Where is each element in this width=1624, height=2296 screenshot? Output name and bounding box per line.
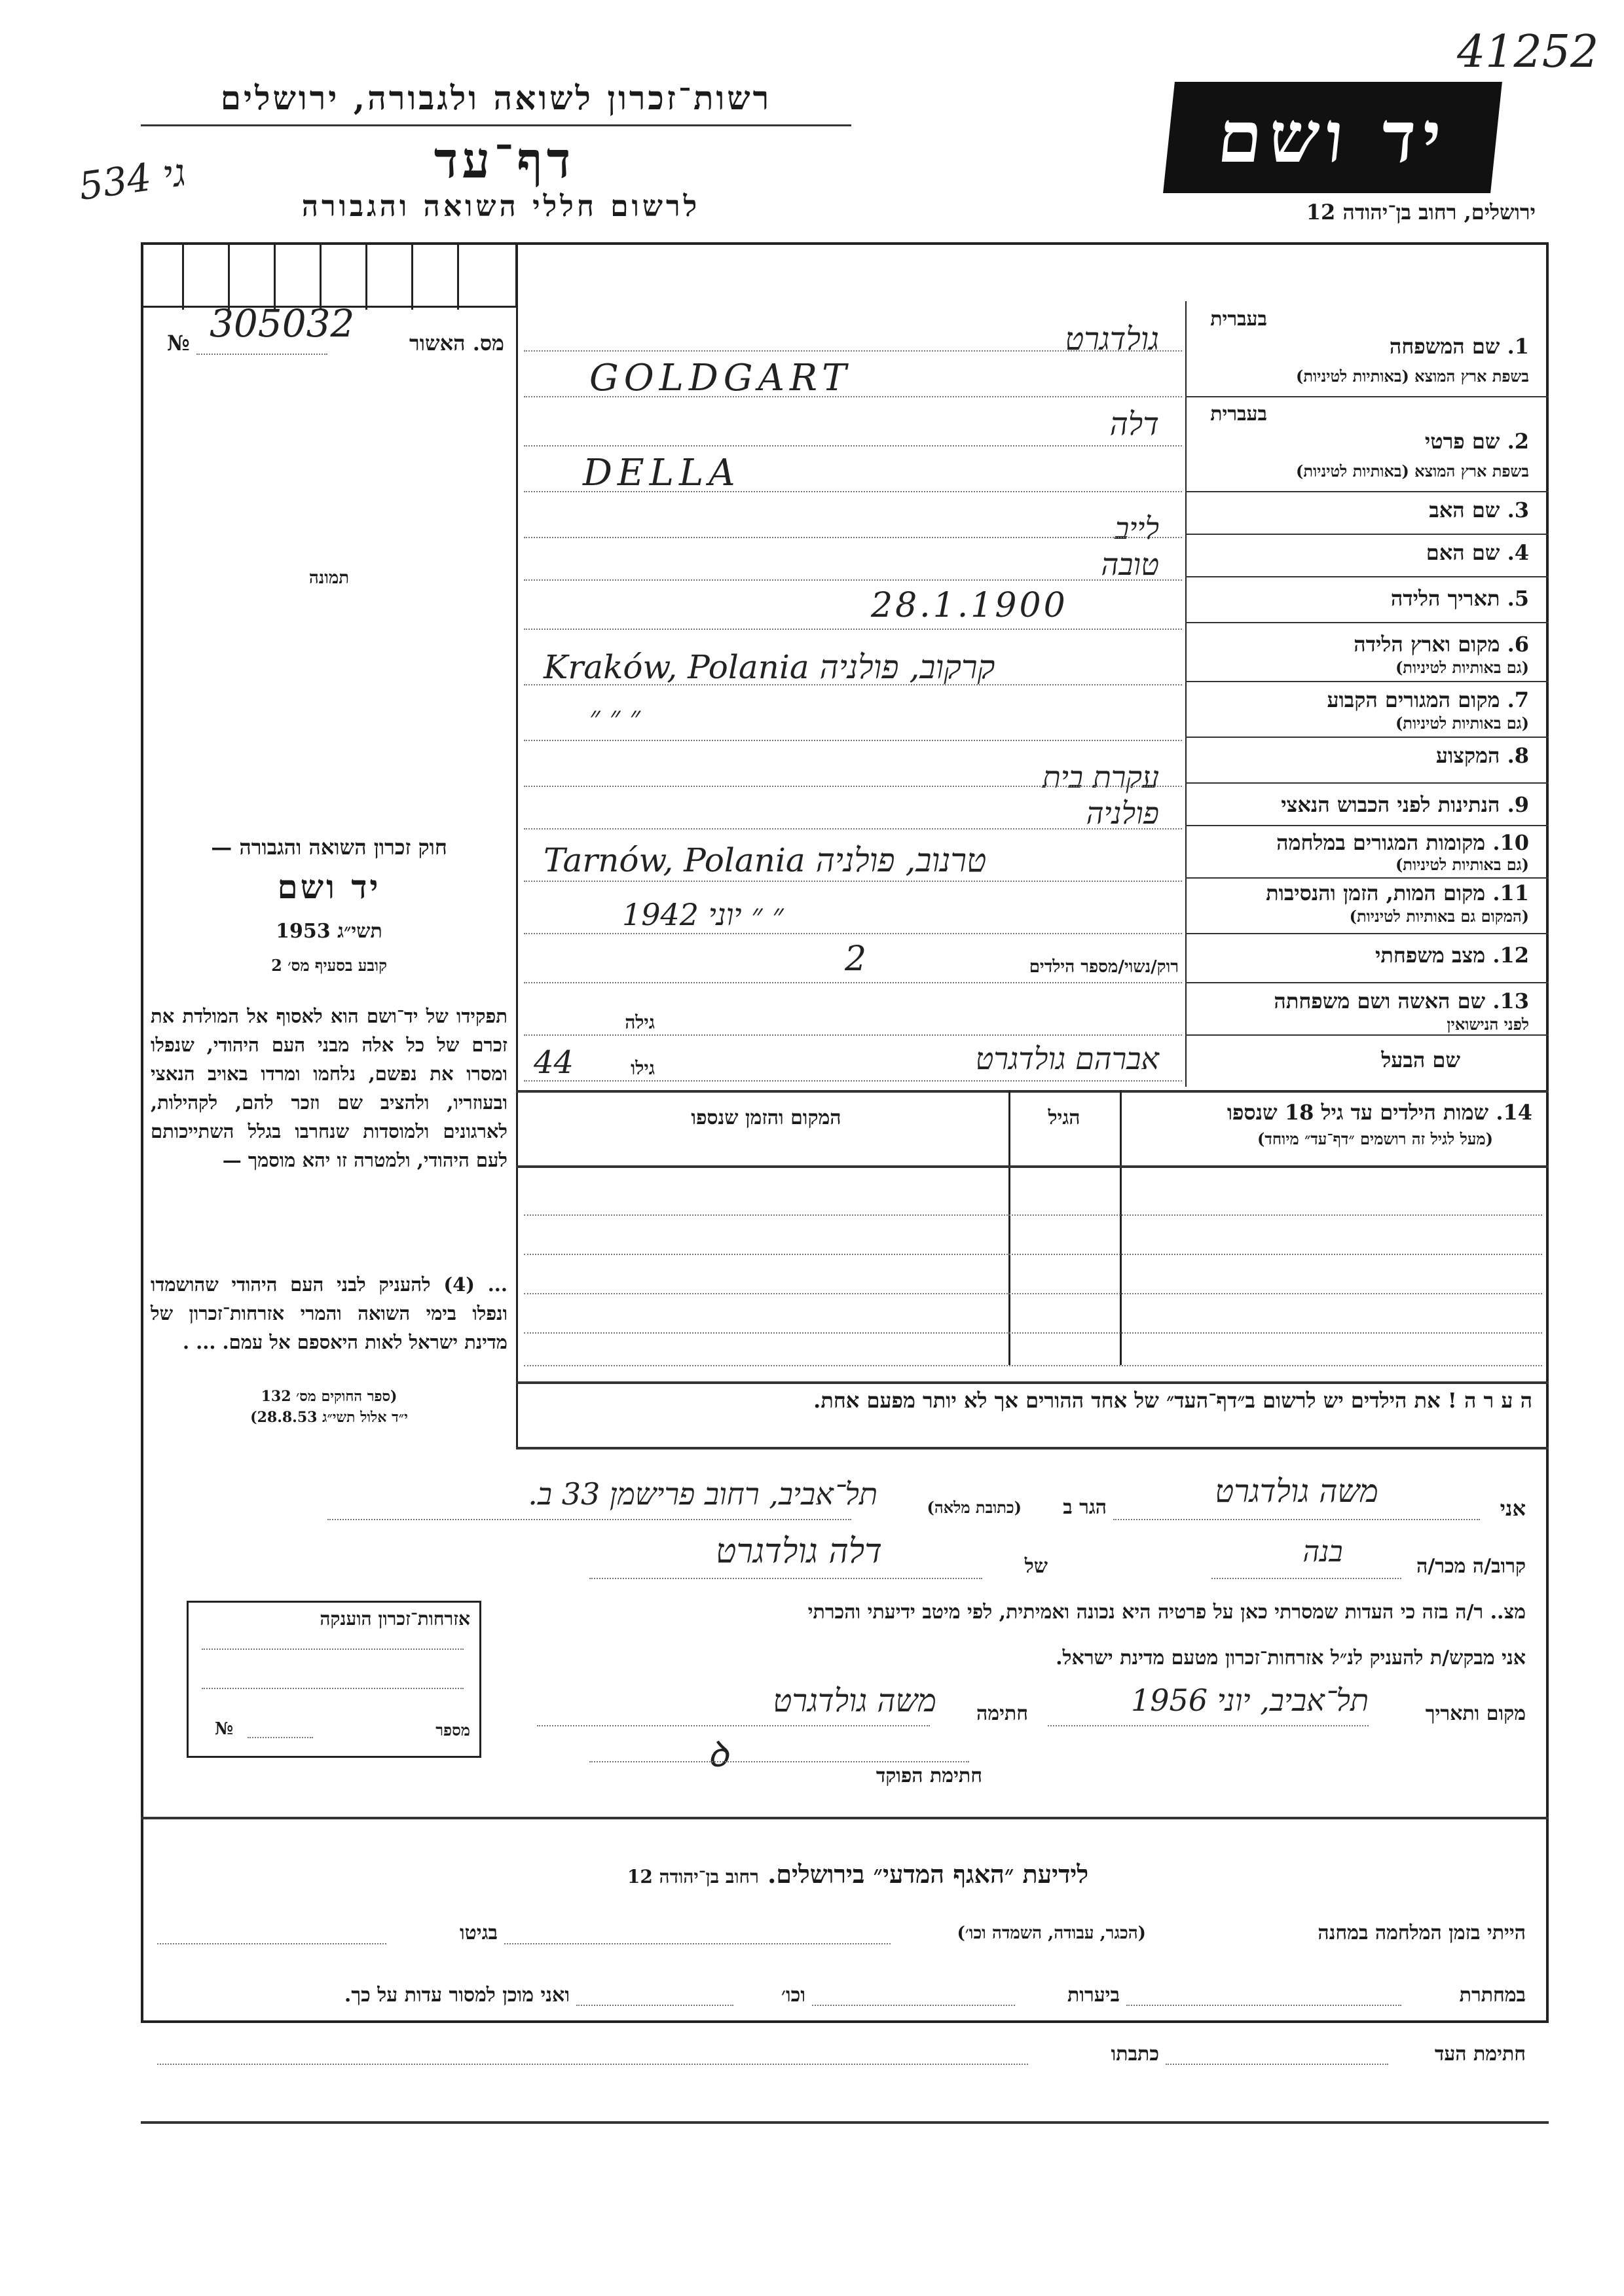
citizenship-box xyxy=(187,1601,481,1758)
law-clause: קובע בסעיף מס׳ 2 xyxy=(271,956,387,975)
field-3-value: לייב xyxy=(1115,511,1159,546)
research-line1-hint: (הכגר, עבודה, השמדה וכו׳) xyxy=(957,1923,1146,1943)
children-sub: (מעל לגיל זה רושמים ״דף־עד״ מיוחד) xyxy=(1257,1129,1493,1148)
place-date-label: מקום ותאריך xyxy=(1425,1702,1526,1725)
field-8-label: 8. המקצוע xyxy=(1435,743,1529,768)
field-1-hebrew-value: גולדגרט xyxy=(1065,321,1159,357)
declaration-statement: מצ.. ר/ה בזה כי העדות שמסרתי כאן על פרטיה היא נכונה ואמיתית, לפי מיטב ידיעתי והכרתי xyxy=(807,1601,1526,1624)
research-line2-c: וכו׳ xyxy=(781,1984,805,2007)
research-line3-b: כתבתו xyxy=(1111,2043,1159,2066)
authority-line: רשות־זכרון לשואה ולגבורה, ירושלים xyxy=(220,79,772,117)
research-title: לידיעת ״האגף המדעי״ בירושלים. רחוב בן־יהודה 12 xyxy=(627,1859,1089,1889)
address: ירושלים, רחוב בן־יהודה 12 xyxy=(1306,200,1536,225)
label-column-divider xyxy=(1185,301,1187,1087)
field-6-label: 6. מקום וארץ הלידה xyxy=(1354,632,1529,657)
field-4-value: טובה xyxy=(1101,547,1159,582)
field-2-label: 2. שם פרטי xyxy=(1424,429,1529,454)
table-row xyxy=(524,1214,1542,1216)
card-punch-grid xyxy=(141,242,517,308)
research-line2-a: במחתרת xyxy=(1459,1984,1526,2007)
header-rule xyxy=(141,124,851,126)
table-row xyxy=(524,1365,1542,1366)
officer-label: חתימת הפוקד xyxy=(876,1764,982,1787)
signature: משה גולדגרט xyxy=(773,1683,936,1719)
field-8-value: עקרת בית xyxy=(1042,759,1159,795)
place-date: תל־אביב, יוני 1956 xyxy=(1131,1683,1369,1718)
form-title: דף־עד xyxy=(434,131,575,189)
declaration-request: אני מבקש/ת להעניק לנ״ל אזרחות־זכרון מטעם מדינת ישראל. xyxy=(1056,1647,1526,1669)
citizenship-title: אזרחות־זכרון הוענקה xyxy=(320,1608,470,1630)
logo-text: יד ושם xyxy=(1213,96,1452,179)
field-2-latin-value: DELLA xyxy=(583,452,741,494)
research-line1-label: הייתי בזמן המלחמה במחנה xyxy=(1318,1922,1526,1944)
approval-number: 305032 xyxy=(210,301,355,346)
field-13-label: 13. שם האשה ושם משפחתה xyxy=(1274,989,1529,1013)
field-9-value: פולניה xyxy=(1086,795,1159,831)
children-label: 14. שמות הילדים עד גיל 18 שנספו xyxy=(1227,1100,1532,1125)
husband-age: 44 xyxy=(534,1044,574,1081)
field-11-value: ״ ״ יוני 1942 xyxy=(622,897,784,932)
children-header-rule xyxy=(516,1165,1549,1168)
field-1-label: 1. שם המשפחה xyxy=(1389,334,1529,359)
relative-of: דלה גולדגרט xyxy=(716,1532,882,1571)
signature-label: חתימה xyxy=(976,1702,1028,1725)
children-col-divider-2 xyxy=(1120,1090,1122,1365)
officer-signature-mark: ꝺ xyxy=(707,1734,729,1775)
law-reference: (ספר החוקים מס׳ 132 xyxy=(261,1388,397,1405)
field-11-sub: (המקום גם באותיות לטיניות) xyxy=(1349,907,1529,926)
field-7-value: ״ ״ ״ xyxy=(589,701,641,734)
research-line2-b: ביערות xyxy=(1067,1984,1120,2007)
husband-label: שם הבעל xyxy=(1381,1048,1460,1072)
form-subtitle: לרשום חללי השואה והגבורה xyxy=(301,190,701,223)
law-reference-date: י״ד אלול תשי״ג 28.8.53) xyxy=(250,1409,408,1426)
resides-label: הגר ב xyxy=(1063,1496,1107,1519)
full-address-label: (כתובת מלאה) xyxy=(927,1498,1022,1517)
hebrew-label-2: בעברית xyxy=(1210,403,1267,426)
handwritten-ref: גי 534 xyxy=(76,149,189,210)
field-5-value: 28.1.1900 xyxy=(871,586,1068,625)
table-row xyxy=(524,1332,1542,1334)
law-year: תשי״ג 1953 xyxy=(276,920,382,943)
field-10-value: Tarnów, Polania טרנוב, פולניה xyxy=(544,841,987,879)
relation: בנה xyxy=(1302,1535,1343,1569)
field-3-label: 3. שם האב xyxy=(1429,498,1529,522)
of-label: של xyxy=(1024,1555,1048,1578)
field-7-sub: (גם באותיות לטיניות) xyxy=(1395,714,1529,733)
photo-label: תמונה xyxy=(308,568,350,588)
field-10-label: 10. מקומות המגורים במלחמה xyxy=(1276,830,1529,855)
law-name: יד ושם xyxy=(277,867,381,906)
field-1-latin-value: GOLDGART xyxy=(589,357,852,399)
field-4-label: 4. שם האם xyxy=(1426,540,1529,565)
field-6-value: Kraków, Polania קרקוב, פולניה xyxy=(544,648,995,686)
table-row xyxy=(524,1293,1542,1294)
field-10-sub: (גם באותיות לטיניות) xyxy=(1395,855,1529,874)
field-12-label: 12. מצב משפחתי xyxy=(1375,943,1529,968)
citizenship-no-symbol: № xyxy=(215,1719,234,1739)
approval-label: מס. האשור xyxy=(409,331,504,355)
approval-no-symbol: № xyxy=(167,331,190,355)
relative-label: קרוב/ה מכר/ה xyxy=(1416,1555,1526,1578)
law-text-2: ... (4) להעניק לבני העם היהודי שהושמדו ונפלו בימי השואה והמרי אזרחות־זכרון של מדינת ישראל לאות היאספם אל עמם. ... . xyxy=(151,1273,507,1353)
field-13-sub: לפני הנישואין xyxy=(1447,1015,1529,1034)
note: ה ע ר ה ! את הילדים יש לרשום ב״דף־העד״ של אחד ההורים אך לא יותר מפעם אחת. xyxy=(813,1388,1532,1413)
field-7-label: 7. מקום המגורים הקבוע xyxy=(1327,687,1529,712)
husband-name: אברהם גולדגרט xyxy=(975,1041,1159,1076)
field-1-sub: בשפת ארץ המוצא (באותיות לטיניות) xyxy=(1296,367,1529,386)
research-line1-end: בגיטו xyxy=(459,1922,498,1944)
field-2-hebrew-value: דלה xyxy=(1109,406,1159,443)
left-column-divider xyxy=(516,242,518,1447)
field-9-label: 9. הנתינות לפני הכבוש הנאצי xyxy=(1281,792,1529,817)
husband-age-label: גילו xyxy=(631,1057,655,1079)
declaration-i-label: אני xyxy=(1500,1496,1526,1521)
children-col-age: הגיל xyxy=(1048,1106,1080,1129)
law-text-1: תפקידו של יד־ושם הוא לאסוף אל המולדת את זכרם של כל אלה מבני העם היהודי, שנפלו ומסרו את נפשם, נלחמו ומרדו באויב הנאצי ובעוזריו, ולהציב שם וזכר להם, לקהילות, לארגונים ולמוסדות שנחרבו בגלל השתייכותם לעם היהודי, ולמטרה זו יהא מוסמך — xyxy=(151,1005,507,1171)
research-line2-end: ואני מוכן למסור עדות על כך. xyxy=(344,1984,570,2007)
children-col-divider-1 xyxy=(1008,1090,1010,1365)
yad-vashem-logo xyxy=(1163,82,1502,193)
witness-name: משה גולדגרט xyxy=(1215,1473,1378,1510)
children-col-place: המקום והזמן שנספו xyxy=(691,1106,841,1129)
citizenship-number-label: מספר xyxy=(435,1721,470,1740)
field-11-label: 11. מקום המות, הזמן והנסיבות xyxy=(1266,881,1529,905)
table-row xyxy=(524,1254,1542,1255)
field-12-inline-label: רוק/נשוי/מספר הילדים xyxy=(1029,957,1179,977)
witness-address: תל־אביב, רחוב פרישמן 33 ב. xyxy=(528,1476,877,1512)
field-5-label: 5. תאריך הלידה xyxy=(1390,586,1529,611)
field-12-value: 2 xyxy=(845,939,867,979)
field-2-sub: בשפת ארץ המוצא (באותיות לטיניות) xyxy=(1296,462,1529,481)
archive-number: 41252 xyxy=(1457,26,1599,78)
law-title: חוק זכרון השואה והגבורה — xyxy=(211,835,447,860)
research-line3-a: חתימת העד xyxy=(1434,2043,1526,2066)
hebrew-label-1: בעברית xyxy=(1210,308,1267,331)
field-13-age-label: גילה xyxy=(625,1011,655,1033)
field-6-sub: (גם באותיות לטיניות) xyxy=(1395,658,1529,677)
